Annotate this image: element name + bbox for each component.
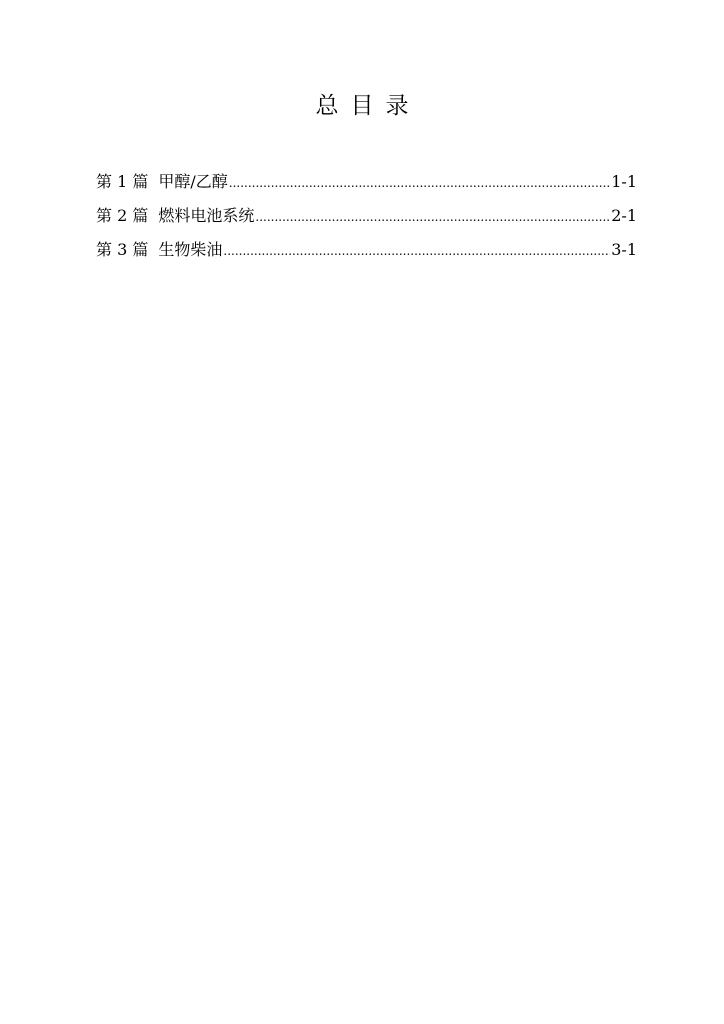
- toc-page-number: 1-1: [611, 172, 637, 191]
- toc-part-number: 第 2 篇: [96, 206, 149, 225]
- toc-entry[interactable]: [96, 236, 637, 270]
- dot-leader: [223, 237, 610, 265]
- page-title: 总目录: [315, 93, 421, 119]
- toc-part-title: 生物柴油: [158, 240, 223, 259]
- table-of-contents: [96, 168, 637, 270]
- toc-part-number: 第 1 篇: [96, 172, 149, 191]
- dot-leader: [229, 169, 610, 197]
- toc-part-title: 甲醇/乙醇: [158, 172, 228, 191]
- toc-entry[interactable]: [96, 168, 637, 202]
- toc-page-number: 2-1: [611, 206, 637, 225]
- toc-part-title: 燃料电池系统: [158, 206, 255, 225]
- toc-part-number: 第 3 篇: [96, 240, 149, 259]
- dot-leader: [255, 203, 610, 231]
- toc-entry[interactable]: [96, 202, 637, 236]
- toc-page-number: 3-1: [611, 240, 637, 259]
